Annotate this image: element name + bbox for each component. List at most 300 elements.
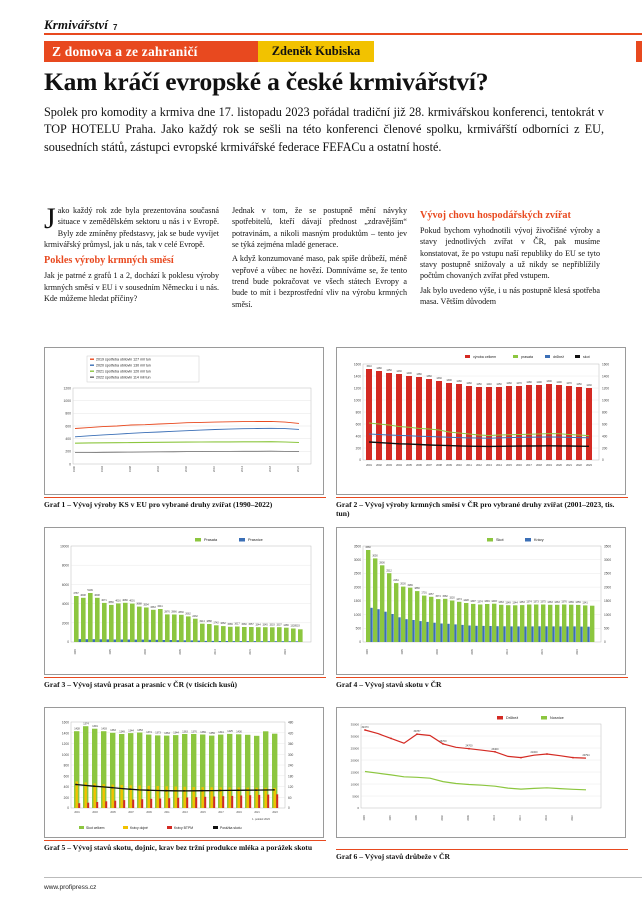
svg-text:180: 180 [288, 774, 294, 779]
svg-text:35000: 35000 [350, 722, 359, 727]
svg-text:2017: 2017 [526, 464, 532, 467]
svg-text:1537: 1537 [276, 623, 282, 627]
svg-text:2005: 2005 [179, 649, 182, 655]
svg-text:1376: 1376 [191, 730, 197, 734]
svg-text:0: 0 [359, 640, 361, 644]
svg-text:2000: 2000 [144, 649, 147, 655]
svg-text:600: 600 [355, 422, 361, 427]
svg-text:1474: 1474 [456, 597, 462, 601]
svg-text:800: 800 [63, 763, 69, 768]
svg-text:2500: 2500 [353, 571, 361, 576]
svg-text:Nosnice: Nosnice [550, 716, 564, 721]
svg-text:2022: 2022 [576, 464, 582, 467]
header-rule [44, 33, 642, 35]
svg-text:3441: 3441 [157, 605, 163, 609]
svg-text:1425: 1425 [227, 730, 233, 734]
svg-text:3688: 3688 [136, 602, 142, 606]
svg-text:1200: 1200 [602, 386, 610, 391]
figure-3 [44, 527, 324, 675]
caption-figure-6: Graf 6 – Vývoj stavů drůbeže v ČR [336, 852, 450, 861]
svg-text:2030: 2030 [400, 582, 406, 586]
svg-text:1403: 1403 [491, 599, 497, 603]
svg-text:1328533: 1328533 [290, 624, 300, 628]
svg-text:500: 500 [355, 626, 361, 631]
body-column-3 [420, 205, 600, 310]
svg-text:1353: 1353 [137, 728, 143, 732]
svg-text:1990: 1990 [363, 815, 366, 821]
col3-subheading: Vývoj chovu hospodářských zvířat [420, 210, 571, 221]
svg-text:drůbež: drůbež [553, 355, 564, 359]
svg-text:1369: 1369 [200, 730, 206, 734]
svg-text:2010: 2010 [214, 649, 217, 655]
svg-text:3500: 3500 [353, 544, 361, 549]
body-column-2 [232, 205, 407, 313]
svg-text:1375: 1375 [540, 600, 546, 604]
svg-text:8000: 8000 [61, 563, 69, 568]
svg-text:1600: 1600 [61, 720, 69, 725]
svg-text:1544: 1544 [255, 623, 261, 627]
caption-figure-4: Graf 4 – Vývoj stavů skotu v ČR [336, 680, 442, 689]
svg-text:1280: 1280 [456, 380, 462, 383]
svg-text:2007: 2007 [426, 464, 432, 467]
article-headline: Kam kráčí evropské a české krmivářství? [44, 67, 489, 96]
svg-text:1600: 1600 [353, 362, 361, 367]
svg-text:1574: 1574 [435, 595, 441, 599]
svg-text:60: 60 [288, 795, 292, 800]
svg-text:1400: 1400 [406, 372, 412, 375]
svg-text:3594: 3594 [143, 603, 149, 607]
svg-text:1290: 1290 [536, 381, 542, 384]
svg-text:1363: 1363 [498, 600, 504, 604]
svg-text:1995: 1995 [401, 649, 404, 655]
svg-text:1989: 1989 [407, 583, 413, 587]
svg-text:1363: 1363 [110, 729, 116, 732]
svg-text:1000: 1000 [353, 612, 361, 617]
svg-text:2010: 2010 [212, 465, 216, 473]
svg-text:1373: 1373 [533, 600, 539, 604]
svg-text:2020: 2020 [576, 649, 579, 655]
col3-paragraph-1: Pokud bychom vyhodnotili vývoj živočišné výroby a stavy jednotlivých zvířat v ČR, pak musíme konstatovat, že po vstupu naší republiky do EU se tyto stavy postupně snižovaly a už nikdy se nepřiblížily počtům chovaných zvířat před vstupem. [420, 226, 600, 281]
svg-text:2432: 2432 [192, 614, 198, 618]
chart-fig1 [45, 348, 323, 494]
svg-text:1990: 1990 [366, 649, 369, 655]
svg-text:1380: 1380 [416, 373, 422, 376]
svg-text:420: 420 [288, 731, 294, 736]
svg-text:3360: 3360 [365, 546, 371, 549]
svg-text:200: 200 [63, 795, 69, 800]
svg-text:1397: 1397 [470, 600, 476, 603]
caption-rule-4 [336, 677, 628, 678]
svg-text:1657: 1657 [428, 592, 434, 596]
article-perex: Spolek pro komodity a krmiva dne 17. listopadu 2023 pořádal tradiční již 28. krmivářskou konferenci, tentokrát v TOP HOTELU Praha. Jako každý rok se sešli na této konferenci členové spolku, krmivářští odborníci z EU, sousedních států, zástupci evropské krmivářské federace FEFACu a ostatní hosté. [44, 105, 604, 154]
svg-text:1270: 1270 [516, 382, 522, 385]
svg-text:800: 800 [65, 411, 71, 416]
svg-text:2019: 2019 [236, 811, 242, 814]
svg-text:prasata: prasata [521, 355, 533, 359]
svg-text:1994: 1994 [389, 815, 392, 821]
svg-text:21000: 21000 [530, 751, 538, 755]
figure-4 [336, 527, 626, 675]
svg-text:2011: 2011 [466, 464, 472, 467]
svg-text:2010: 2010 [456, 464, 462, 467]
col2-paragraph-2: A když konzumované maso, pak spíše drůbeží, méně vepřové a vůbec ne hovězí. Domníváme se, že tento trend bude pokračovat ve všech státech Evropy a bude to mít i bezprostřední vliv na výrobu krmných směsí. [232, 254, 407, 309]
svg-text:2010: 2010 [493, 815, 496, 821]
svg-text:2013: 2013 [182, 811, 188, 814]
svg-text:240: 240 [288, 763, 294, 768]
svg-text:800: 800 [355, 410, 361, 415]
svg-text:1000: 1000 [602, 398, 610, 403]
svg-text:1998: 1998 [128, 465, 132, 473]
svg-text:2000: 2000 [604, 585, 612, 590]
svg-text:2876: 2876 [164, 610, 170, 614]
svg-text:1341: 1341 [218, 730, 224, 734]
svg-text:23400: 23400 [491, 747, 499, 751]
svg-text:2023: 2023 [272, 811, 278, 814]
page-header [44, 16, 604, 34]
svg-text:Krávy BTPM: Krávy BTPM [174, 826, 194, 830]
caption-figure-1: Graf 1 – Vývoj výroby KS v EU pro vybrané druhy zvířat (1990–2022) [44, 500, 273, 509]
svg-text:0: 0 [604, 640, 606, 644]
svg-text:1662: 1662 [220, 622, 226, 626]
svg-text:2018: 2018 [545, 815, 548, 821]
svg-text:400: 400 [63, 785, 69, 789]
svg-text:2006: 2006 [467, 815, 470, 821]
svg-text:2015: 2015 [249, 649, 252, 655]
svg-text:1200: 1200 [353, 386, 361, 391]
author-name: Zdeněk Kubiska [271, 44, 361, 58]
svg-text:2000: 2000 [61, 621, 69, 626]
svg-text:1240: 1240 [486, 383, 492, 386]
svg-text:1250: 1250 [476, 383, 482, 386]
dropcap: J [44, 202, 56, 235]
svg-text:1230: 1230 [586, 384, 592, 387]
col1-paragraph-1: ako každý rok zde byla prezentována současná situace v zemědělském sektoru u nás i v Evropě. Byly zde zmíněny předstasvy, jak se bude vyvíjet krmivářský průmysl, jak u nás, tak v celé Evropě. [44, 206, 219, 249]
svg-text:1998: 1998 [415, 815, 418, 821]
ribbon-tab [636, 41, 642, 62]
svg-text:4608: 4608 [80, 594, 86, 597]
svg-text:1363: 1363 [554, 600, 560, 604]
svg-text:0: 0 [359, 458, 361, 462]
svg-text:2015: 2015 [506, 464, 512, 467]
svg-text:1450: 1450 [386, 369, 392, 372]
svg-text:2005: 2005 [110, 811, 116, 814]
svg-text:2001: 2001 [366, 464, 372, 467]
svg-text:2002: 2002 [441, 815, 444, 821]
svg-text:800: 800 [602, 410, 608, 415]
svg-text:1510: 1510 [366, 365, 372, 368]
svg-text:1364: 1364 [164, 731, 170, 735]
svg-text:Skot celkem: Skot celkem [86, 826, 105, 830]
svg-text:2013: 2013 [486, 464, 492, 467]
svg-text:2019: 2019 [546, 464, 552, 467]
svg-text:4080: 4080 [122, 599, 128, 602]
svg-text:1353: 1353 [519, 601, 525, 605]
svg-text:výroba celkem: výroba celkem [473, 355, 497, 359]
svg-text:1742: 1742 [213, 621, 219, 625]
svg-text:600: 600 [63, 774, 69, 779]
caption-rule-2 [336, 497, 628, 498]
svg-text:1428: 1428 [74, 727, 80, 731]
svg-text:1260: 1260 [506, 382, 512, 385]
svg-text:2021: 2021 [254, 811, 260, 814]
svg-text:1000: 1000 [63, 399, 71, 403]
svg-text:Krávy dojné: Krávy dojné [130, 826, 148, 830]
svg-text:4001: 4001 [129, 599, 135, 603]
svg-text:2002: 2002 [156, 465, 160, 473]
svg-text:1330: 1330 [436, 377, 442, 380]
svg-text:Prasata: Prasata [204, 538, 218, 543]
svg-text:1589: 1589 [227, 622, 233, 626]
svg-text:1545: 1545 [262, 623, 268, 627]
svg-text:1400: 1400 [353, 374, 361, 379]
svg-text:2866: 2866 [171, 610, 177, 614]
svg-text:4787: 4787 [73, 592, 79, 595]
chart-fig5 [45, 708, 323, 837]
svg-text:3866: 3866 [108, 601, 114, 604]
figure-5 [44, 707, 324, 838]
section-label: Z domova a ze zahraničí [52, 43, 198, 59]
caption-rule-1 [44, 497, 326, 498]
svg-text:1403: 1403 [101, 727, 107, 731]
svg-text:3050: 3050 [372, 554, 378, 558]
svg-text:1428: 1428 [463, 599, 469, 603]
svg-text:2009: 2009 [146, 811, 152, 814]
svg-text:1349: 1349 [119, 730, 125, 734]
col1-paragraph-2: Jak je patrné z grafů 1 a 2, dochází k poklesu výroby krmných směsí v EU i v sousedním Německu i u nás. Kde můžeme hledat příčiny? [44, 271, 219, 303]
svg-text:1341: 1341 [582, 601, 588, 605]
svg-text:2006: 2006 [184, 465, 188, 473]
svg-text:2005: 2005 [471, 649, 474, 655]
svg-text:skot: skot [583, 355, 590, 359]
svg-text:1990: 1990 [74, 649, 77, 655]
svg-text:1430: 1430 [396, 370, 402, 373]
svg-text:2662: 2662 [185, 612, 191, 616]
svg-text:2003: 2003 [386, 464, 392, 467]
caption-rule-6 [336, 849, 628, 850]
svg-text:20794: 20794 [582, 754, 590, 757]
svg-text:6000: 6000 [61, 582, 69, 587]
svg-text:1995: 1995 [109, 649, 112, 655]
footer-rule [44, 877, 642, 878]
svg-text:0: 0 [288, 806, 290, 810]
svg-text:200: 200 [355, 446, 361, 451]
svg-text:1373: 1373 [155, 731, 161, 735]
figure-6 [336, 707, 626, 838]
svg-text:2017: 2017 [218, 811, 224, 814]
svg-text:2020 spotřeba obilovin 130 mil: 2020 spotřeba obilovin 130 mil tun [96, 363, 151, 368]
caption-figure-3: Graf 3 – Vývoj stavů prasat a prasnic v ČR (v tisících kusů) [44, 680, 238, 689]
svg-text:120: 120 [288, 785, 294, 789]
svg-text:1000: 1000 [61, 752, 69, 757]
svg-text:1400: 1400 [236, 730, 242, 734]
svg-text:1617: 1617 [234, 622, 240, 626]
svg-text:1200: 1200 [61, 742, 69, 746]
svg-text:1391: 1391 [92, 725, 98, 728]
svg-text:200: 200 [602, 446, 608, 451]
svg-text:1363: 1363 [182, 730, 188, 734]
svg-text:2020: 2020 [556, 464, 562, 467]
body-column-1 [44, 202, 219, 307]
col1-subheading: Pokles výroby krmných směsí [44, 255, 174, 267]
svg-text:1557: 1557 [248, 623, 254, 627]
svg-text:30000: 30000 [350, 734, 359, 739]
svg-text:1888: 1888 [206, 620, 212, 624]
figure-2 [336, 347, 626, 495]
svg-text:1359: 1359 [575, 601, 581, 604]
svg-text:1582: 1582 [442, 594, 448, 598]
svg-text:2015: 2015 [200, 811, 206, 814]
svg-text:1374: 1374 [526, 600, 532, 604]
svg-text:1280: 1280 [526, 381, 532, 384]
svg-text:4016: 4016 [115, 599, 121, 603]
svg-text:2006: 2006 [416, 464, 422, 467]
chart-fig2 [337, 348, 625, 494]
svg-text:32473: 32473 [361, 726, 369, 729]
svg-text:1376: 1376 [561, 600, 567, 604]
svg-text:2021: 2021 [566, 464, 572, 467]
svg-text:1994: 1994 [100, 465, 104, 473]
svg-text:2014: 2014 [240, 465, 244, 473]
svg-text:300: 300 [288, 752, 294, 757]
svg-text:2016: 2016 [516, 464, 522, 467]
svg-text:1349: 1349 [505, 601, 511, 605]
svg-text:2022: 2022 [296, 465, 300, 473]
svg-text:2830: 2830 [178, 610, 184, 614]
svg-text:5109: 5109 [87, 589, 93, 592]
chart-fig3 [45, 528, 323, 674]
caption-figure-2: Graf 2 – Vývoj výroby krmných směsí v ČR pro vybrané druhy zvířat (2001–2023, tis. tun) [336, 500, 615, 519]
svg-text:2019 spotřeba obilovin 127 mil: 2019 spotřeba obilovin 127 mil tun [96, 357, 151, 362]
svg-text:1300: 1300 [446, 379, 452, 382]
svg-text:200: 200 [65, 449, 71, 454]
svg-text:2005: 2005 [406, 464, 412, 467]
svg-text:1500: 1500 [604, 599, 612, 604]
svg-text:1914: 1914 [199, 619, 205, 623]
svg-text:1363: 1363 [547, 600, 553, 604]
svg-text:30787: 30787 [413, 730, 421, 733]
svg-text:4608: 4608 [94, 594, 100, 597]
svg-text:Porážka skotu: Porážka skotu [220, 826, 242, 830]
col2-paragraph-1: Jednak v tom, že se postupně mění návyky spotřebitelů, kteří dávají přednost „zdravějším“ potravinám, a nikoli masným produktům – tento jev se týká zejména mladé generace. [232, 206, 407, 249]
svg-text:0: 0 [602, 458, 604, 462]
svg-text:500: 500 [604, 626, 610, 631]
figure-1 [44, 347, 324, 495]
svg-text:10000: 10000 [60, 544, 69, 549]
caption-figure-5: Graf 5 – Vývoj stavů skotu, dojnic, krav bez tržní produkce mléka a porážek skotu [44, 843, 313, 852]
svg-text:26700: 26700 [439, 740, 447, 743]
chart-fig6 [337, 708, 625, 837]
svg-text:1400: 1400 [61, 731, 69, 736]
svg-text:1344: 1344 [173, 731, 179, 735]
svg-text:2000: 2000 [436, 649, 439, 655]
magazine-title: Krmivářství [44, 17, 108, 32]
svg-text:1359: 1359 [209, 731, 215, 735]
svg-text:1250: 1250 [576, 383, 582, 386]
svg-text:2018: 2018 [536, 464, 542, 467]
svg-text:1374: 1374 [477, 600, 483, 604]
svg-text:Prasnice: Prasnice [248, 538, 263, 543]
svg-text:2014: 2014 [519, 815, 522, 821]
svg-text:3000: 3000 [604, 558, 612, 562]
svg-text:1000: 1000 [604, 612, 612, 617]
svg-text:2500: 2500 [604, 571, 612, 576]
chart-fig4 [337, 528, 625, 674]
svg-text:2003: 2003 [92, 811, 98, 814]
svg-text:2012: 2012 [476, 464, 482, 467]
svg-text:3363: 3363 [150, 605, 156, 609]
svg-text:24700: 24700 [465, 744, 473, 748]
svg-text:400: 400 [602, 434, 608, 439]
svg-text:15000: 15000 [350, 770, 359, 775]
svg-text:1500: 1500 [353, 599, 361, 604]
svg-text:1270: 1270 [566, 382, 572, 385]
svg-text:1391: 1391 [484, 600, 490, 604]
svg-text:2001: 2001 [74, 811, 80, 814]
svg-text:1. pololetí 2023: 1. pololetí 2023 [252, 818, 270, 821]
svg-text:2010: 2010 [506, 649, 509, 655]
svg-text:2022: 2022 [571, 815, 574, 821]
svg-text:0: 0 [67, 806, 69, 810]
svg-text:1000: 1000 [353, 398, 361, 403]
svg-text:1290: 1290 [556, 381, 562, 384]
svg-text:600: 600 [65, 424, 71, 429]
svg-text:2161: 2161 [393, 579, 399, 583]
svg-text:1369: 1369 [568, 600, 574, 604]
svg-text:1250: 1250 [496, 383, 502, 386]
svg-text:2004: 2004 [396, 464, 402, 467]
svg-text:2018: 2018 [268, 465, 272, 473]
svg-text:1600: 1600 [602, 362, 610, 367]
svg-text:3000: 3000 [353, 558, 361, 562]
svg-text:1990: 1990 [72, 465, 76, 473]
svg-text:2014: 2014 [496, 464, 502, 467]
svg-text:2020: 2020 [284, 649, 287, 655]
svg-text:1374: 1374 [83, 722, 89, 726]
svg-text:600: 600 [602, 422, 608, 427]
svg-text:2009: 2009 [446, 464, 452, 467]
svg-text:10000: 10000 [350, 782, 359, 787]
svg-text:2022 spotřeba obilovin 114 mil: 2022 spotřeba obilovin 114 mil tun [96, 375, 151, 380]
svg-text:1533: 1533 [269, 623, 275, 627]
svg-text:400: 400 [355, 434, 361, 439]
svg-text:480: 480 [288, 720, 294, 725]
page-number: 7 [112, 22, 118, 32]
svg-text:1560: 1560 [241, 623, 247, 627]
svg-text:2021 spotřeba obilovin 120 mil: 2021 spotřeba obilovin 120 mil tun [96, 369, 151, 374]
svg-text:0: 0 [67, 640, 69, 644]
svg-text:1486: 1486 [283, 623, 289, 627]
svg-text:1400: 1400 [602, 374, 610, 379]
svg-text:1260: 1260 [466, 382, 472, 385]
svg-text:1344: 1344 [128, 729, 134, 733]
svg-text:3500: 3500 [604, 544, 612, 549]
svg-text:0: 0 [69, 462, 71, 467]
svg-text:2512: 2512 [386, 569, 392, 573]
author-box [258, 41, 374, 62]
svg-text:Drůbež: Drůbež [506, 716, 519, 721]
svg-text:2800: 2800 [379, 561, 385, 565]
footer-website: www.profipress.cz [44, 884, 97, 891]
caption-rule-5 [44, 840, 326, 841]
col3-paragraph-2: Jak bylo uvedeno výše, i u nás postupně klesá spotřeba masa. Větším důvodem [420, 285, 600, 306]
svg-text:Krávy: Krávy [534, 538, 544, 543]
svg-text:2015: 2015 [541, 649, 544, 655]
svg-text:1360: 1360 [426, 375, 432, 378]
svg-text:1701: 1701 [421, 591, 427, 595]
svg-text:1520: 1520 [449, 596, 455, 600]
svg-text:4071: 4071 [101, 599, 107, 602]
svg-text:1480: 1480 [376, 367, 382, 370]
